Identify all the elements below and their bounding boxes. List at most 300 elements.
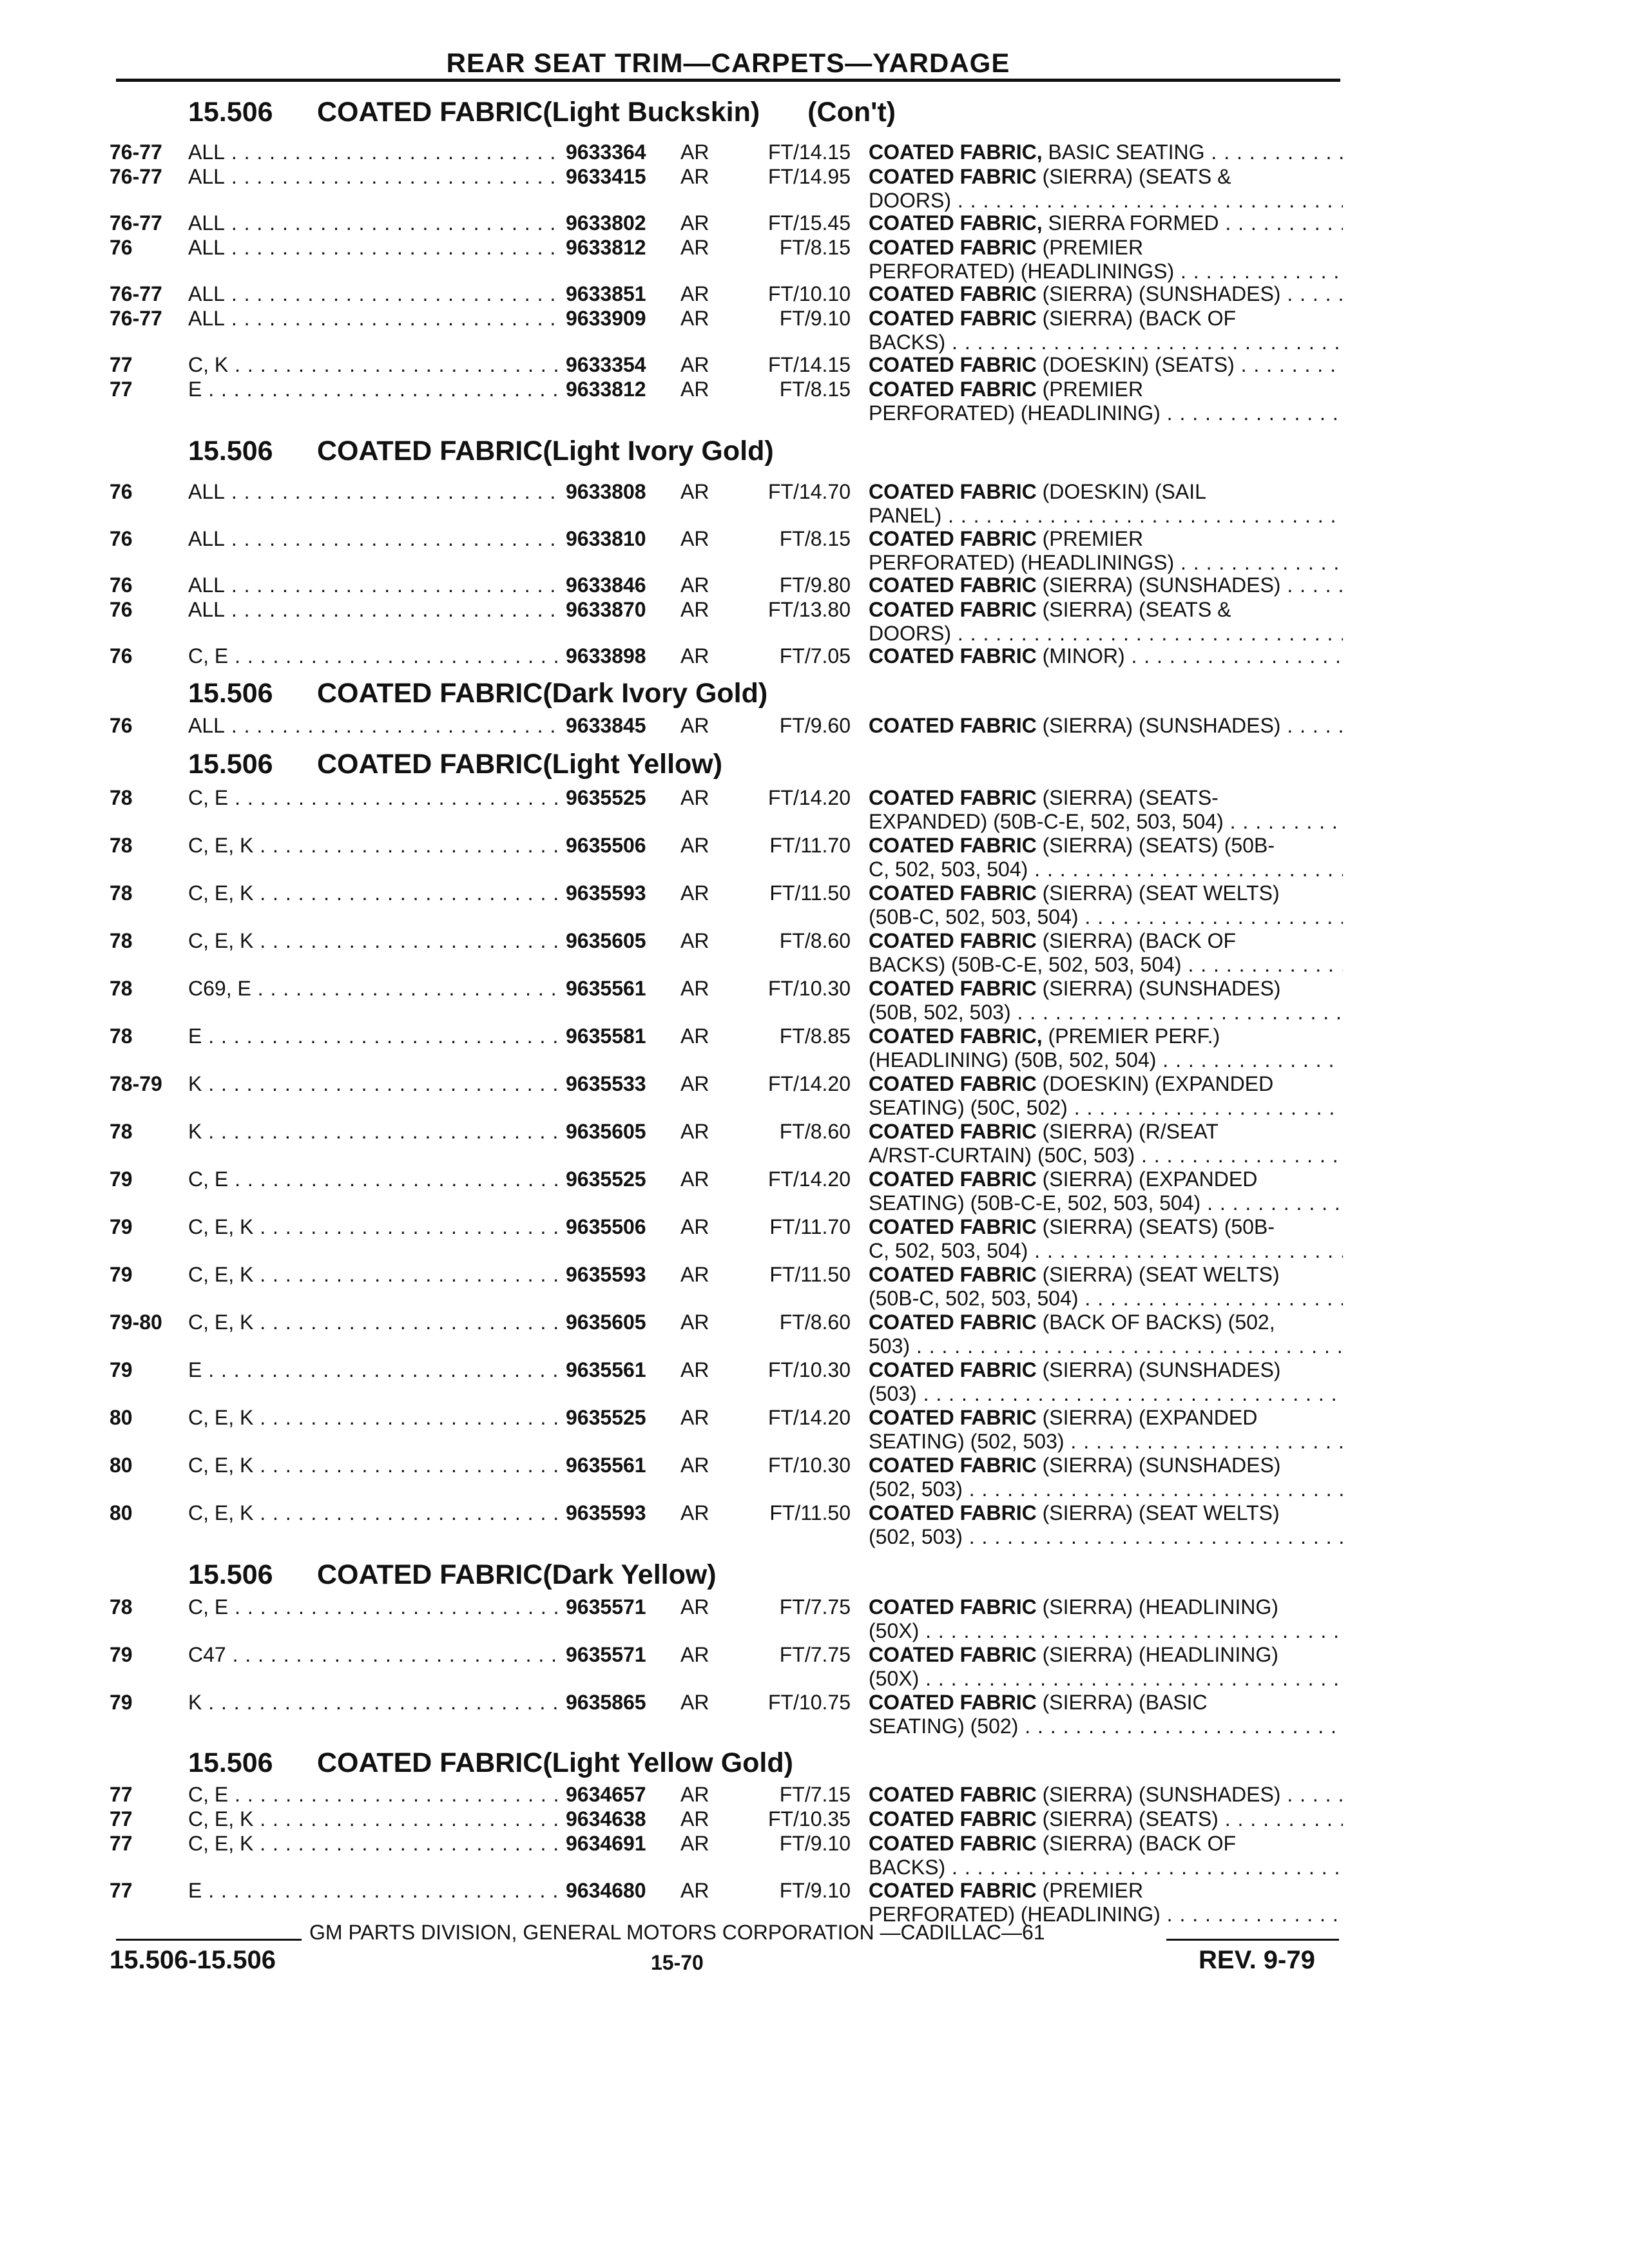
entry-rate: FT/10.30 (767, 1358, 851, 1381)
description-line (869, 1072, 1343, 1096)
entry-quantity: AR (680, 140, 709, 164)
description-line (869, 504, 1343, 528)
description-lead: COATED FABRIC (869, 598, 1037, 621)
description-line (869, 1807, 1343, 1831)
entry-part-number: 9635533 (558, 1072, 684, 1096)
section-number: 15.506 (188, 1747, 273, 1778)
entry-year: 76 (110, 598, 133, 621)
entry-description (869, 1358, 1343, 1406)
entry-model: C, E . . . (188, 1595, 642, 1619)
description-line (869, 1144, 1343, 1168)
entry-rate: FT/8.15 (779, 378, 851, 401)
entry-model: C, E . . . (188, 1783, 642, 1807)
description-text: (BACK OF BACKS) (502, (1042, 1311, 1275, 1334)
description-line (869, 786, 1343, 810)
description-line (869, 1406, 1343, 1430)
entry-description (869, 307, 1343, 354)
description-line (869, 714, 1343, 738)
description-text: (SIERRA) (SEAT WELTS) (1042, 881, 1280, 905)
entry-year: 77 (110, 1879, 133, 1902)
entry-year: 78 (110, 834, 133, 857)
entry-year: 77 (110, 1783, 133, 1806)
entry-year: 79 (110, 1358, 133, 1381)
entry-quantity: AR (680, 714, 709, 737)
entry-model: C, E, K . . . (188, 1807, 642, 1831)
entry-rate: FT/9.10 (779, 1879, 851, 1902)
description-text: SEATING) (50B-C-E, 502, 503, 504) (869, 1191, 1201, 1215)
entry-rate: FT/14.70 (767, 480, 851, 503)
entry-part-number: 9633870 (558, 598, 684, 622)
entry-model: C, E, K . . . (188, 834, 642, 858)
entry-year: 76 (110, 573, 133, 597)
description-text: (SIERRA) (SUNSHADES) (1042, 1454, 1281, 1477)
entry-part-number: 9635506 (558, 834, 684, 858)
description-text: (PREMIER (1042, 236, 1144, 259)
header-rule (116, 79, 1340, 82)
entry-quantity: AR (680, 527, 709, 550)
description-text: C, 502, 503, 504) (869, 1239, 1028, 1262)
entry-quantity: AR (680, 1454, 709, 1477)
entry-quantity: AR (680, 211, 709, 235)
entry-part-number: 9633812 (558, 378, 684, 401)
description-line (869, 282, 1343, 306)
description-line (869, 1643, 1343, 1667)
entry-description (869, 236, 1343, 284)
description-text: (SIERRA) (SUNSHADES) (1042, 573, 1281, 597)
entry-year: 79 (110, 1263, 133, 1286)
entry-quantity: AR (680, 1311, 709, 1334)
entry-year: 78 (110, 929, 133, 952)
description-line (869, 644, 1343, 668)
entry-quantity: AR (680, 834, 709, 857)
entry-description (869, 1643, 1343, 1691)
description-line (869, 353, 1343, 377)
description-text: EXPANDED) (50B-C-E, 502, 503, 504) (869, 810, 1224, 833)
entry-description (869, 598, 1343, 646)
entry-year: 76-77 (110, 165, 162, 188)
description-lead: COATED FABRIC (869, 977, 1037, 1000)
entry-part-number: 9634680 (558, 1879, 684, 1903)
description-text: SEATING) (502) (869, 1715, 1019, 1738)
section-heading (188, 1747, 793, 1779)
description-line (869, 189, 1343, 213)
entry-quantity: AR (680, 881, 709, 905)
footer-page-number: 15-70 (651, 1951, 704, 1974)
description-text: BASIC SEATING (1048, 140, 1205, 164)
entry-part-number: 9635605 (558, 929, 684, 953)
entry-part-number: 9633810 (558, 527, 684, 551)
entry-quantity: AR (680, 480, 709, 503)
entry-quantity: AR (680, 644, 709, 668)
entry-quantity: AR (680, 929, 709, 952)
description-text: (DOESKIN) (EXPANDED (1042, 1072, 1274, 1095)
description-lead: COATED FABRIC (869, 165, 1037, 188)
description-text: A/RST-CURTAIN) (50C, 503) (869, 1144, 1135, 1167)
entry-rate: FT/14.15 (767, 140, 851, 164)
footer-rule-right (1166, 1939, 1339, 1941)
entry-model: C, E . . . (188, 1168, 642, 1191)
description-text: (SIERRA) (EXPANDED (1042, 1406, 1258, 1429)
entry-quantity: AR (680, 1783, 709, 1806)
entry-model: C, E, K . . . (188, 881, 642, 905)
entry-rate: FT/8.85 (779, 1024, 851, 1048)
entry-description (869, 1406, 1343, 1454)
description-text: (SIERRA) (SEATS & (1042, 165, 1231, 188)
description-line (869, 1430, 1343, 1454)
description-lead: COATED FABRIC (869, 527, 1037, 550)
description-line (869, 1334, 1343, 1358)
description-text: SEATING) (50C, 502) (869, 1096, 1068, 1119)
entry-rate: FT/8.60 (779, 1311, 851, 1334)
entry-rate: FT/14.20 (767, 1168, 851, 1191)
entry-rate: FT/8.60 (779, 929, 851, 952)
entry-year: 78 (110, 1595, 133, 1619)
entry-description (869, 573, 1343, 597)
description-text: (SIERRA) (BACK OF (1042, 307, 1237, 330)
entry-year: 78 (110, 1120, 133, 1143)
entry-rate: FT/7.75 (779, 1595, 851, 1619)
entry-quantity: AR (680, 598, 709, 621)
entry-year: 76-77 (110, 140, 162, 164)
section-title: COATED FABRIC(Dark Yellow) (317, 1559, 717, 1590)
entry-model: ALL . . . (188, 573, 642, 597)
description-text: (SIERRA) (SUNSHADES) (1042, 1783, 1281, 1806)
entry-quantity: AR (680, 1807, 709, 1831)
entry-model: E . . . (188, 1879, 642, 1903)
entry-part-number: 9634691 (558, 1832, 684, 1856)
entry-part-number: 9635865 (558, 1691, 684, 1715)
description-text: (50X) (869, 1667, 920, 1690)
entry-quantity: AR (680, 573, 709, 597)
entry-description (869, 1120, 1343, 1168)
description-text: (SIERRA) (SUNSHADES) (1042, 977, 1281, 1000)
description-line (869, 236, 1343, 260)
description-line (869, 140, 1343, 164)
description-text: (DOESKIN) (SAIL (1042, 480, 1206, 503)
entry-rate: FT/9.10 (779, 1832, 851, 1855)
description-text: (SIERRA) (SEATS- (1042, 786, 1219, 809)
description-line (869, 953, 1343, 977)
description-line (869, 1096, 1343, 1120)
section-number: 15.506 (188, 97, 273, 128)
section-number: 15.506 (188, 1559, 273, 1590)
description-text: PERFORATED) (HEADLINING) (869, 401, 1161, 425)
description-line (869, 977, 1343, 1001)
description-lead: COATED FABRIC (869, 1168, 1037, 1191)
entry-rate: FT/11.50 (769, 1263, 851, 1286)
entry-rate: FT/11.50 (769, 881, 851, 905)
description-text: (50X) (869, 1619, 920, 1642)
description-lead: COATED FABRIC (869, 1832, 1037, 1855)
description-lead: COATED FABRIC (869, 1879, 1037, 1902)
footer-range: 15.506-15.506 (110, 1946, 276, 1974)
entry-model: ALL . . . (188, 282, 642, 306)
entry-part-number: 9634638 (558, 1807, 684, 1831)
section-heading (188, 1559, 717, 1591)
entry-quantity: AR (680, 1024, 709, 1048)
description-lead: COATED FABRIC (869, 1807, 1037, 1831)
entry-model: K . . . (188, 1072, 642, 1096)
entry-rate: FT/14.95 (767, 165, 851, 188)
description-text: DOORS) (869, 189, 951, 212)
entry-part-number: 9635581 (558, 1024, 684, 1048)
description-line (869, 1691, 1343, 1715)
description-line (869, 378, 1343, 401)
entry-rate: FT/15.45 (767, 211, 851, 235)
entry-quantity: AR (680, 1501, 709, 1524)
entry-rate: FT/14.15 (767, 353, 851, 376)
entry-rate: FT/11.70 (769, 1215, 851, 1238)
entry-description (869, 714, 1343, 738)
entry-rate: FT/11.50 (769, 1501, 851, 1524)
entry-part-number: 9635593 (558, 1263, 684, 1287)
description-line (869, 1525, 1343, 1549)
entry-model: C, E . . . (188, 786, 642, 810)
description-lead: COATED FABRIC (869, 1311, 1037, 1334)
entry-model: ALL . . . (188, 714, 642, 738)
description-text: (MINOR) (1042, 644, 1125, 668)
entry-description (869, 282, 1343, 306)
section-heading (188, 97, 896, 128)
entry-description (869, 211, 1343, 235)
description-text: (SIERRA) (SUNSHADES) (1042, 1358, 1281, 1381)
description-text: (SIERRA) (SEATS & (1042, 598, 1231, 621)
entry-rate: FT/10.35 (767, 1807, 851, 1831)
entry-description (869, 881, 1343, 929)
description-text: 503) (869, 1334, 911, 1358)
description-lead: COATED FABRIC, (869, 211, 1043, 235)
entry-year: 77 (110, 1832, 133, 1855)
description-line (869, 331, 1343, 354)
section-title: COATED FABRIC(Light Yellow Gold) (317, 1747, 793, 1778)
description-line (869, 1382, 1343, 1406)
entry-quantity: AR (680, 236, 709, 259)
entry-model: C, E, K . . . (188, 1832, 642, 1856)
entry-description (869, 527, 1343, 575)
entry-description (869, 378, 1343, 425)
entry-year: 76-77 (110, 282, 162, 305)
entry-description (869, 929, 1343, 977)
entry-year: 76-77 (110, 211, 162, 235)
description-line (869, 1595, 1343, 1619)
entry-quantity: AR (680, 1168, 709, 1191)
description-line (869, 1048, 1343, 1072)
entry-model: C, E, K . . . (188, 929, 642, 953)
entry-rate: FT/13.80 (767, 598, 851, 621)
entry-model: C47 . . . (188, 1643, 642, 1667)
entry-year: 79-80 (110, 1311, 162, 1334)
description-line (869, 480, 1343, 504)
entry-quantity: AR (680, 307, 709, 330)
entry-rate: FT/9.60 (779, 714, 851, 737)
description-text: DOORS) (869, 622, 951, 645)
entry-rate: FT/14.20 (767, 1072, 851, 1095)
entry-model: C, E, K . . . (188, 1311, 642, 1334)
description-line (869, 1715, 1343, 1738)
entry-rate: FT/10.30 (767, 1454, 851, 1477)
description-line (869, 1879, 1343, 1903)
entry-description (869, 1807, 1343, 1831)
description-text: (502, 503) (869, 1525, 963, 1548)
entry-model: C, E, K . . . (188, 1501, 642, 1525)
entry-description (869, 480, 1343, 528)
entry-description (869, 834, 1343, 881)
entry-description (869, 1072, 1343, 1120)
section-number: 15.506 (188, 749, 273, 780)
description-lead: COATED FABRIC (869, 236, 1037, 259)
entry-quantity: AR (680, 786, 709, 809)
entry-quantity: AR (680, 1072, 709, 1095)
description-lead: COATED FABRIC (869, 480, 1037, 503)
entry-year: 76 (110, 527, 133, 550)
entry-quantity: AR (680, 378, 709, 401)
description-text: (SIERRA) (SEAT WELTS) (1042, 1501, 1280, 1524)
description-text: (SIERRA) (BACK OF (1042, 929, 1237, 952)
description-line (869, 211, 1343, 235)
description-text: (PREMIER (1042, 378, 1144, 401)
entry-description (869, 1263, 1343, 1311)
entry-description (869, 165, 1343, 213)
description-text: BACKS) (869, 1856, 946, 1879)
description-line (869, 1619, 1343, 1643)
entry-quantity: AR (680, 353, 709, 376)
entry-year: 78-79 (110, 1072, 162, 1095)
entry-description (869, 1501, 1343, 1549)
entry-year: 80 (110, 1501, 133, 1524)
description-text: (SIERRA) (R/SEAT (1042, 1120, 1219, 1143)
entry-part-number: 9635506 (558, 1215, 684, 1239)
description-lead: COATED FABRIC (869, 1120, 1037, 1143)
entry-quantity: AR (680, 165, 709, 188)
description-text: (50B, 502, 503) (869, 1001, 1011, 1024)
description-line (869, 929, 1343, 953)
entry-description (869, 1024, 1343, 1072)
entry-rate: FT/10.75 (767, 1691, 851, 1714)
entry-part-number: 9635593 (558, 881, 684, 905)
entry-year: 77 (110, 378, 133, 401)
entry-model: ALL . . . (188, 527, 642, 551)
description-lead: COATED FABRIC (869, 1454, 1037, 1477)
entry-rate: FT/10.10 (767, 282, 851, 305)
description-text: PERFORATED) (HEADLININGS) (869, 551, 1175, 574)
description-line (869, 598, 1343, 622)
description-text: PANEL) (869, 504, 942, 527)
description-line (869, 1168, 1343, 1191)
entry-model: C, E . . . (188, 644, 642, 668)
entry-model: C, E, K . . . (188, 1454, 642, 1477)
description-line (869, 1287, 1343, 1311)
description-lead: COATED FABRIC (869, 1263, 1037, 1286)
description-lead: COATED FABRIC (869, 1691, 1037, 1714)
description-line (869, 1856, 1343, 1879)
entry-description (869, 1454, 1343, 1501)
description-line (869, 834, 1343, 858)
entry-description (869, 1832, 1343, 1879)
section-heading (188, 749, 722, 780)
description-text: (SIERRA) (HEADLINING) (1042, 1643, 1278, 1666)
entry-model: C69, E . . . (188, 977, 642, 1001)
entry-model: K . . . (188, 1120, 642, 1144)
entry-year: 78 (110, 786, 133, 809)
description-lead: COATED FABRIC (869, 282, 1037, 305)
description-text: (SIERRA) (EXPANDED (1042, 1168, 1258, 1191)
entry-rate: FT/8.15 (779, 236, 851, 259)
entry-model: ALL . . . (188, 211, 642, 235)
entry-rate: FT/11.70 (769, 834, 851, 857)
entry-year: 78 (110, 881, 133, 905)
description-line (869, 573, 1343, 597)
entry-year: 80 (110, 1406, 133, 1429)
entry-part-number: 9635593 (558, 1501, 684, 1525)
section-title: COATED FABRIC(Light Ivory Gold) (317, 436, 774, 466)
description-line (869, 527, 1343, 551)
entry-part-number: 9635561 (558, 977, 684, 1001)
entry-rate: FT/7.75 (779, 1643, 851, 1666)
section-title: COATED FABRIC(Light Yellow) (317, 749, 723, 780)
entry-year: 79 (110, 1691, 133, 1714)
entry-rate: FT/7.05 (779, 644, 851, 668)
description-line (869, 1215, 1343, 1239)
entry-quantity: AR (680, 1215, 709, 1238)
description-text: (SIERRA) (SUNSHADES) (1042, 282, 1281, 305)
description-lead: COATED FABRIC (869, 573, 1037, 597)
entry-rate: FT/14.20 (767, 786, 851, 809)
entry-quantity: AR (680, 1120, 709, 1143)
description-text: (502, 503) (869, 1477, 963, 1501)
entry-description (869, 1215, 1343, 1263)
entry-rate: FT/8.60 (779, 1120, 851, 1143)
entry-model: C, E, K . . . (188, 1215, 642, 1239)
section-continued-note: (Con't) (807, 97, 896, 128)
description-line (869, 1024, 1343, 1048)
entry-quantity: AR (680, 1595, 709, 1619)
description-lead: COATED FABRIC (869, 307, 1037, 330)
description-text: (SIERRA) (BACK OF (1042, 1832, 1237, 1855)
entry-model: ALL . . . (188, 236, 642, 260)
entry-part-number: 9633808 (558, 480, 684, 504)
description-text: (PREMIER PERF.) (1048, 1024, 1220, 1048)
description-text: (SIERRA) (SEATS) (1042, 1807, 1219, 1831)
entry-model: C, E, K . . . (188, 1263, 642, 1287)
description-text: (HEADLINING) (50B, 502, 504) (869, 1048, 1157, 1072)
description-text: BACKS) (869, 331, 946, 354)
entry-rate: FT/8.15 (779, 527, 851, 550)
entry-model: ALL . . . (188, 140, 642, 164)
page-title: REAR SEAT TRIM—CARPETS—YARDAGE (446, 48, 1010, 78)
entry-part-number: 9633812 (558, 236, 684, 260)
description-line (869, 1358, 1343, 1382)
entry-quantity: AR (680, 977, 709, 1000)
description-text: (SIERRA) (SEAT WELTS) (1042, 1263, 1280, 1286)
description-line (869, 1501, 1343, 1525)
description-line (869, 260, 1343, 284)
description-line (869, 1263, 1343, 1287)
entry-description (869, 644, 1343, 668)
section-title: COATED FABRIC(Light Buckskin) (317, 97, 760, 128)
entry-rate: FT/9.80 (779, 573, 851, 597)
description-lead: COATED FABRIC (869, 1215, 1037, 1238)
description-text: SIERRA FORMED (1048, 211, 1219, 235)
entry-model: K . . . (188, 1691, 642, 1715)
description-lead: COATED FABRIC, (869, 1024, 1043, 1048)
description-line (869, 622, 1343, 646)
entry-year: 78 (110, 977, 133, 1000)
entry-rate: FT/14.20 (767, 1406, 851, 1429)
entry-quantity: AR (680, 1879, 709, 1902)
description-lead: COATED FABRIC (869, 353, 1037, 376)
entry-year: 79 (110, 1643, 133, 1666)
description-line (869, 858, 1343, 881)
